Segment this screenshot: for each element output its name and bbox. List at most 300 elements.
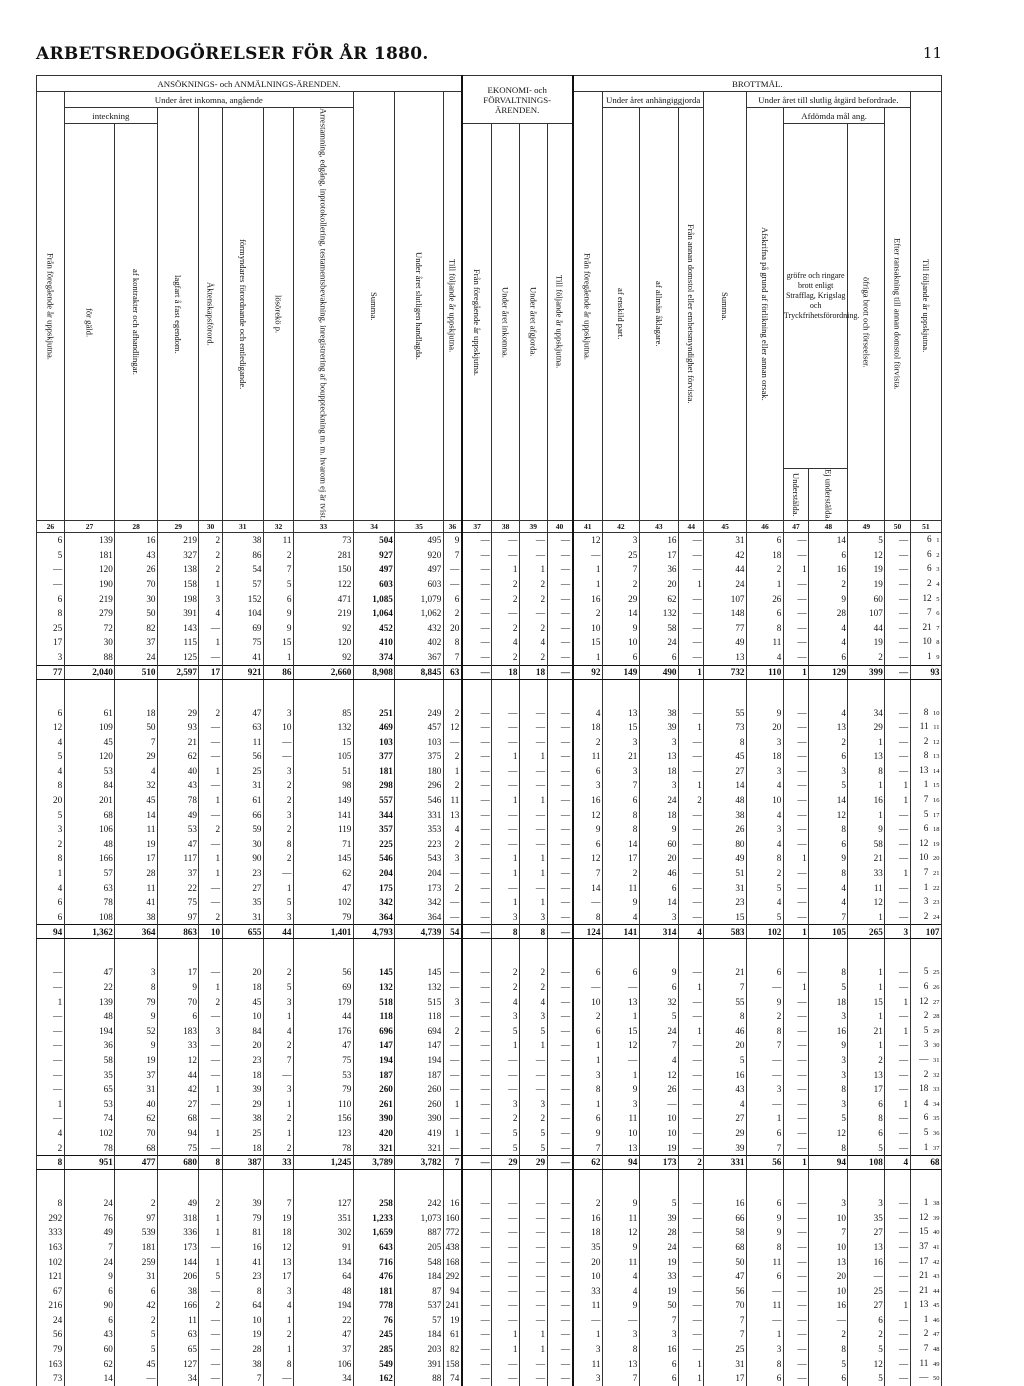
table-cell: [910, 606, 941, 621]
table-cell: 7: [639, 1313, 678, 1328]
table-cell: —: [443, 910, 462, 925]
table-cell: —: [37, 1009, 65, 1024]
table-cell: 29: [222, 1097, 263, 1112]
table-cell: 13: [602, 706, 639, 721]
table-cell: 9: [264, 606, 294, 621]
table-cell: 1: [885, 995, 910, 1010]
table-cell: 181: [353, 1284, 394, 1299]
column-number: 46: [747, 521, 784, 533]
table-cell: 6: [602, 650, 639, 665]
table-cell: 8: [848, 764, 885, 779]
table-cell: 102: [64, 1126, 115, 1141]
table-cell: —: [492, 1298, 520, 1313]
table-cell: 7: [809, 910, 848, 925]
table-cell: 5: [519, 1024, 547, 1039]
table-cell: 2: [199, 562, 222, 577]
table-cell: —: [783, 910, 808, 925]
table-cell: —: [519, 1357, 547, 1372]
table-cell: 298: [353, 778, 394, 793]
table-cell: —: [37, 1038, 65, 1053]
table-cell: [910, 866, 941, 881]
table-cell: —: [885, 735, 910, 750]
table-cell: —: [199, 1313, 222, 1328]
total-cell: 63: [443, 665, 462, 679]
table-cell: 3: [639, 910, 678, 925]
table-cell: 1: [199, 866, 222, 881]
table-cell: 70: [115, 577, 158, 592]
group-header-anhangiggjorda: Under året anhängiggjorda: [602, 92, 703, 108]
table-cell: 696: [353, 1024, 394, 1039]
table-cell: —: [679, 592, 704, 607]
table-cell: —: [199, 1371, 222, 1386]
table-cell: —: [885, 1082, 910, 1097]
table-cell: 11: [158, 1313, 199, 1328]
table-cell: 2: [264, 778, 294, 793]
total-row: [37, 925, 942, 939]
table-cell: 77: [704, 621, 747, 636]
cell-value: 5: [923, 966, 929, 977]
table-cell: 12: [809, 808, 848, 823]
table-cell: 57: [222, 577, 263, 592]
table-row: [37, 1313, 942, 1328]
table-cell: 7: [747, 1141, 784, 1156]
table-cell: 1: [443, 1126, 462, 1141]
table-cell: 1: [573, 1097, 603, 1112]
table-cell: —: [199, 1038, 222, 1053]
table-row: [37, 793, 942, 808]
total-cell: 8: [492, 925, 520, 939]
table-cell: —: [547, 1126, 572, 1141]
table-cell: —: [492, 881, 520, 896]
table-cell: —: [547, 837, 572, 852]
table-cell: —: [679, 822, 704, 837]
table-cell: 58: [848, 837, 885, 852]
table-cell: 6: [809, 749, 848, 764]
table-cell: 2: [573, 1009, 603, 1024]
table-cell: 62: [158, 749, 199, 764]
table-cell: 13: [602, 1141, 639, 1156]
cell-value: 12: [922, 592, 932, 603]
table-cell: 7: [443, 548, 462, 563]
table-cell: [910, 837, 941, 852]
total-cell: 105: [809, 925, 848, 939]
table-cell: —: [679, 764, 704, 779]
table-cell: 31: [115, 1269, 158, 1284]
table-cell: 9: [115, 1038, 158, 1053]
table-cell: 1: [573, 562, 603, 577]
table-cell: —: [679, 1068, 704, 1083]
table-cell: 5: [747, 910, 784, 925]
table-cell: 1: [885, 1024, 910, 1039]
table-cell: 8: [37, 851, 65, 866]
table-cell: —: [747, 1053, 784, 1068]
table-cell: 7: [809, 1225, 848, 1240]
col-header-47: Understälda.: [783, 468, 808, 521]
table-cell: —: [547, 1327, 572, 1342]
table-row: [37, 1240, 942, 1255]
table-cell: —: [492, 533, 520, 548]
table-cell: 25: [848, 1284, 885, 1299]
table-cell: 10: [222, 1313, 263, 1328]
table-cell: 61: [64, 706, 115, 721]
table-cell: —: [573, 895, 603, 910]
cell-value: 2: [923, 1010, 929, 1021]
table-cell: 57: [64, 866, 115, 881]
table-cell: —: [199, 720, 222, 735]
table-cell: —: [783, 1327, 808, 1342]
table-cell: 4: [37, 735, 65, 750]
table-cell: —: [547, 965, 572, 980]
table-row: [37, 808, 942, 823]
table-cell: 1: [747, 1327, 784, 1342]
table-cell: —: [885, 592, 910, 607]
table-cell: 1: [519, 749, 547, 764]
table-cell: —: [679, 866, 704, 881]
column-number: 37: [462, 521, 492, 533]
column-number: 26: [37, 521, 65, 533]
table-cell: 84: [222, 1024, 263, 1039]
table-cell: 42: [158, 1082, 199, 1097]
table-cell: 1: [519, 1342, 547, 1357]
table-cell: —: [679, 548, 704, 563]
table-cell: —: [547, 1097, 572, 1112]
table-cell: 3: [264, 1284, 294, 1299]
table-cell: 342: [353, 895, 394, 910]
table-cell: 102: [37, 1255, 65, 1270]
table-cell: 3: [573, 1371, 603, 1386]
table-cell: 206: [158, 1269, 199, 1284]
table-cell: 1: [848, 910, 885, 925]
table-cell: 4: [809, 706, 848, 721]
table-cell: 10: [222, 1009, 263, 1024]
table-cell: 353: [395, 822, 443, 837]
table-cell: 44: [848, 621, 885, 636]
table-cell: —: [199, 1053, 222, 1068]
table-cell: 1: [848, 808, 885, 823]
table-cell: 3: [747, 735, 784, 750]
table-cell: 241: [443, 1298, 462, 1313]
cell-value: 10: [922, 636, 932, 647]
table-cell: 9: [443, 533, 462, 548]
row-number: 2: [934, 551, 940, 559]
table-cell: 204: [395, 866, 443, 881]
table-cell: 336: [158, 1225, 199, 1240]
table-cell: 14: [704, 778, 747, 793]
table-cell: 39: [704, 1141, 747, 1156]
table-row: [37, 866, 942, 881]
table-cell: —: [783, 1053, 808, 1068]
table-cell: 8: [602, 1342, 639, 1357]
cell-value: 10: [919, 852, 929, 863]
table-cell: —: [199, 749, 222, 764]
table-cell: —: [679, 837, 704, 852]
row-number: 44: [931, 1287, 940, 1295]
table-cell: 17: [158, 965, 199, 980]
table-row: [37, 1371, 942, 1386]
table-cell: 158: [443, 1357, 462, 1372]
table-cell: —: [885, 1141, 910, 1156]
table-cell: 14: [809, 533, 848, 548]
table-cell: 119: [293, 822, 353, 837]
table-cell: 16: [573, 793, 603, 808]
table-cell: 27: [704, 764, 747, 779]
table-cell: —: [443, 577, 462, 592]
table-cell: 6: [639, 980, 678, 995]
table-cell: —: [679, 1269, 704, 1284]
table-cell: —: [462, 1126, 492, 1141]
table-cell: 13: [264, 1255, 294, 1270]
table-cell: —: [783, 1141, 808, 1156]
table-cell: 18: [639, 808, 678, 823]
table-cell: 4: [37, 764, 65, 779]
row-number: 3: [934, 566, 940, 574]
table-cell: —: [462, 866, 492, 881]
table-cell: 5: [848, 1342, 885, 1357]
table-cell: 38: [222, 533, 263, 548]
table-cell: 2: [519, 577, 547, 592]
table-row: [37, 851, 942, 866]
statistics-table-wrap: [36, 75, 942, 1384]
table-cell: —: [492, 606, 520, 621]
table-cell: —: [547, 1255, 572, 1270]
table-cell: 2: [37, 1141, 65, 1156]
total-cell: 490: [639, 665, 678, 679]
table-cell: 181: [115, 1240, 158, 1255]
column-number: 28: [115, 521, 158, 533]
table-cell: 6: [848, 1097, 885, 1112]
table-cell: 11: [747, 1298, 784, 1313]
row-number: 48: [931, 1346, 940, 1354]
table-cell: 2: [443, 881, 462, 896]
table-cell: 242: [395, 1196, 443, 1211]
table-cell: 5: [115, 1342, 158, 1357]
table-cell: 47: [293, 1327, 353, 1342]
table-cell: 21: [848, 1024, 885, 1039]
table-cell: 390: [353, 1111, 394, 1126]
row-number: 35: [931, 1115, 940, 1123]
table-cell: 65: [64, 1082, 115, 1097]
table-cell: 11: [602, 1211, 639, 1226]
cell-value: 6: [927, 534, 932, 545]
table-cell: 16: [115, 533, 158, 548]
table-cell: 74: [443, 1371, 462, 1386]
table-cell: 56: [37, 1327, 65, 1342]
table-cell: 30: [115, 592, 158, 607]
table-cell: 557: [353, 793, 394, 808]
table-cell: 2: [602, 577, 639, 592]
total-cell: 77: [37, 665, 65, 679]
table-cell: 7: [747, 1038, 784, 1053]
table-cell: 2: [848, 1053, 885, 1068]
table-cell: 8: [809, 1082, 848, 1097]
table-cell: —: [885, 895, 910, 910]
table-cell: 110: [293, 1097, 353, 1112]
cell-value: 6: [923, 823, 929, 834]
table-cell: —: [885, 965, 910, 980]
total-cell: 8: [519, 925, 547, 939]
table-cell: 331: [395, 808, 443, 823]
table-cell: 6: [602, 793, 639, 808]
table-cell: 4: [492, 635, 520, 650]
table-cell: 1,064: [353, 606, 394, 621]
table-cell: 79: [293, 910, 353, 925]
total-cell: 1: [783, 925, 808, 939]
table-cell: 90: [222, 851, 263, 866]
table-cell: 391: [158, 606, 199, 621]
table-cell: 18: [222, 1068, 263, 1083]
table-cell: —: [462, 1313, 492, 1328]
table-cell: 260: [395, 1097, 443, 1112]
table-cell: 452: [353, 621, 394, 636]
table-cell: 69: [293, 980, 353, 995]
table-cell: 3: [264, 995, 294, 1010]
table-cell: —: [519, 548, 547, 563]
table-cell: —: [679, 1082, 704, 1097]
total-cell: 1,362: [64, 925, 115, 939]
col-header-44: Från annan domstol eller embetsmyndighet förvista.: [679, 108, 704, 521]
cell-value: 2: [923, 735, 929, 746]
table-cell: —: [443, 735, 462, 750]
table-cell: [910, 1111, 941, 1126]
table-cell: 8: [37, 606, 65, 621]
table-cell: 5: [747, 881, 784, 896]
table-cell: 31: [704, 1357, 747, 1372]
table-cell: 3: [492, 1097, 520, 1112]
table-cell: 7: [639, 1038, 678, 1053]
table-cell: —: [783, 1024, 808, 1039]
table-cell: 4: [639, 1053, 678, 1068]
table-cell: 102: [293, 895, 353, 910]
table-cell: 1: [885, 1097, 910, 1112]
cell-value: 37: [919, 1240, 929, 1251]
cell-value: 1: [927, 650, 932, 661]
table-cell: 15: [264, 635, 294, 650]
table-cell: —: [462, 735, 492, 750]
table-cell: 1: [885, 778, 910, 793]
table-cell: 543: [395, 851, 443, 866]
table-cell: —: [547, 735, 572, 750]
table-cell: 103: [395, 735, 443, 750]
table-cell: 2: [443, 778, 462, 793]
table-cell: 7: [704, 1313, 747, 1328]
table-cell: —: [199, 965, 222, 980]
table-cell: —: [885, 910, 910, 925]
table-cell: 16: [573, 592, 603, 607]
total-cell: 94: [37, 925, 65, 939]
table-cell: —: [547, 1141, 572, 1156]
cell-value: 6: [923, 981, 929, 992]
table-cell: 292: [37, 1211, 65, 1226]
table-cell: 49: [158, 1196, 199, 1211]
table-cell: 2: [679, 793, 704, 808]
table-cell: 6: [264, 592, 294, 607]
table-cell: 93: [158, 720, 199, 735]
total-cell: —: [547, 665, 572, 679]
table-cell: 134: [293, 1255, 353, 1270]
table-cell: 73: [37, 1371, 65, 1386]
table-cell: 364: [395, 910, 443, 925]
table-cell: —: [547, 533, 572, 548]
table-cell: —: [199, 837, 222, 852]
table-cell: 27: [704, 1111, 747, 1126]
table-cell: —: [462, 548, 492, 563]
table-cell: 187: [395, 1068, 443, 1083]
table-cell: —: [783, 866, 808, 881]
table-cell: 7: [573, 866, 603, 881]
total-cell: 93: [910, 665, 941, 679]
table-cell: 4: [115, 764, 158, 779]
row-number: 22: [931, 884, 940, 892]
cell-value: 2: [923, 1068, 929, 1079]
table-cell: 6: [747, 1269, 784, 1284]
row-number: 18: [931, 826, 940, 834]
table-cell: 11: [573, 749, 603, 764]
table-cell: 143: [158, 621, 199, 636]
column-number: 30: [199, 521, 222, 533]
table-cell: —: [462, 592, 492, 607]
table-cell: 3: [602, 764, 639, 779]
table-cell: [910, 1038, 941, 1053]
table-cell: 14: [809, 793, 848, 808]
table-cell: 70: [115, 1126, 158, 1141]
table-cell: 3: [809, 1009, 848, 1024]
table-cell: 145: [353, 965, 394, 980]
total-cell: 54: [443, 925, 462, 939]
table-cell: 4: [809, 621, 848, 636]
table-cell: 6: [747, 965, 784, 980]
table-cell: 9: [602, 1196, 639, 1211]
row-number: 12: [931, 738, 940, 746]
table-cell: 60: [64, 1342, 115, 1357]
row-number: 37: [931, 1144, 940, 1152]
table-cell: [910, 1357, 941, 1372]
table-cell: 7: [704, 1327, 747, 1342]
table-cell: 10: [639, 1126, 678, 1141]
table-cell: —: [679, 1111, 704, 1126]
table-cell: 31: [704, 533, 747, 548]
table-cell: 29: [848, 720, 885, 735]
table-cell: 3: [37, 822, 65, 837]
table-row: [37, 1211, 942, 1226]
table-cell: 10: [573, 995, 603, 1010]
table-cell: —: [679, 562, 704, 577]
row-number: 20: [931, 855, 940, 863]
table-cell: 5: [264, 980, 294, 995]
table-cell: —: [519, 1225, 547, 1240]
table-cell: 24: [639, 1240, 678, 1255]
row-number: 8: [934, 639, 940, 647]
table-cell: 9: [809, 1038, 848, 1053]
table-cell: 162: [353, 1371, 394, 1386]
table-cell: —: [199, 1111, 222, 1126]
total-cell: 110: [747, 665, 784, 679]
table-cell: 1: [264, 1097, 294, 1112]
table-cell: —: [37, 980, 65, 995]
table-cell: 2: [573, 735, 603, 750]
table-cell: 53: [64, 1097, 115, 1112]
table-cell: 5: [809, 980, 848, 995]
total-cell: 102: [747, 925, 784, 939]
table-cell: 41: [222, 1255, 263, 1270]
table-cell: 225: [353, 837, 394, 852]
table-row: [37, 1097, 942, 1112]
table-cell: 42: [115, 1298, 158, 1313]
table-cell: 13: [602, 1357, 639, 1372]
table-cell: —: [199, 1141, 222, 1156]
table-cell: —: [679, 1313, 704, 1328]
table-cell: 4: [809, 895, 848, 910]
table-cell: 2: [443, 706, 462, 721]
